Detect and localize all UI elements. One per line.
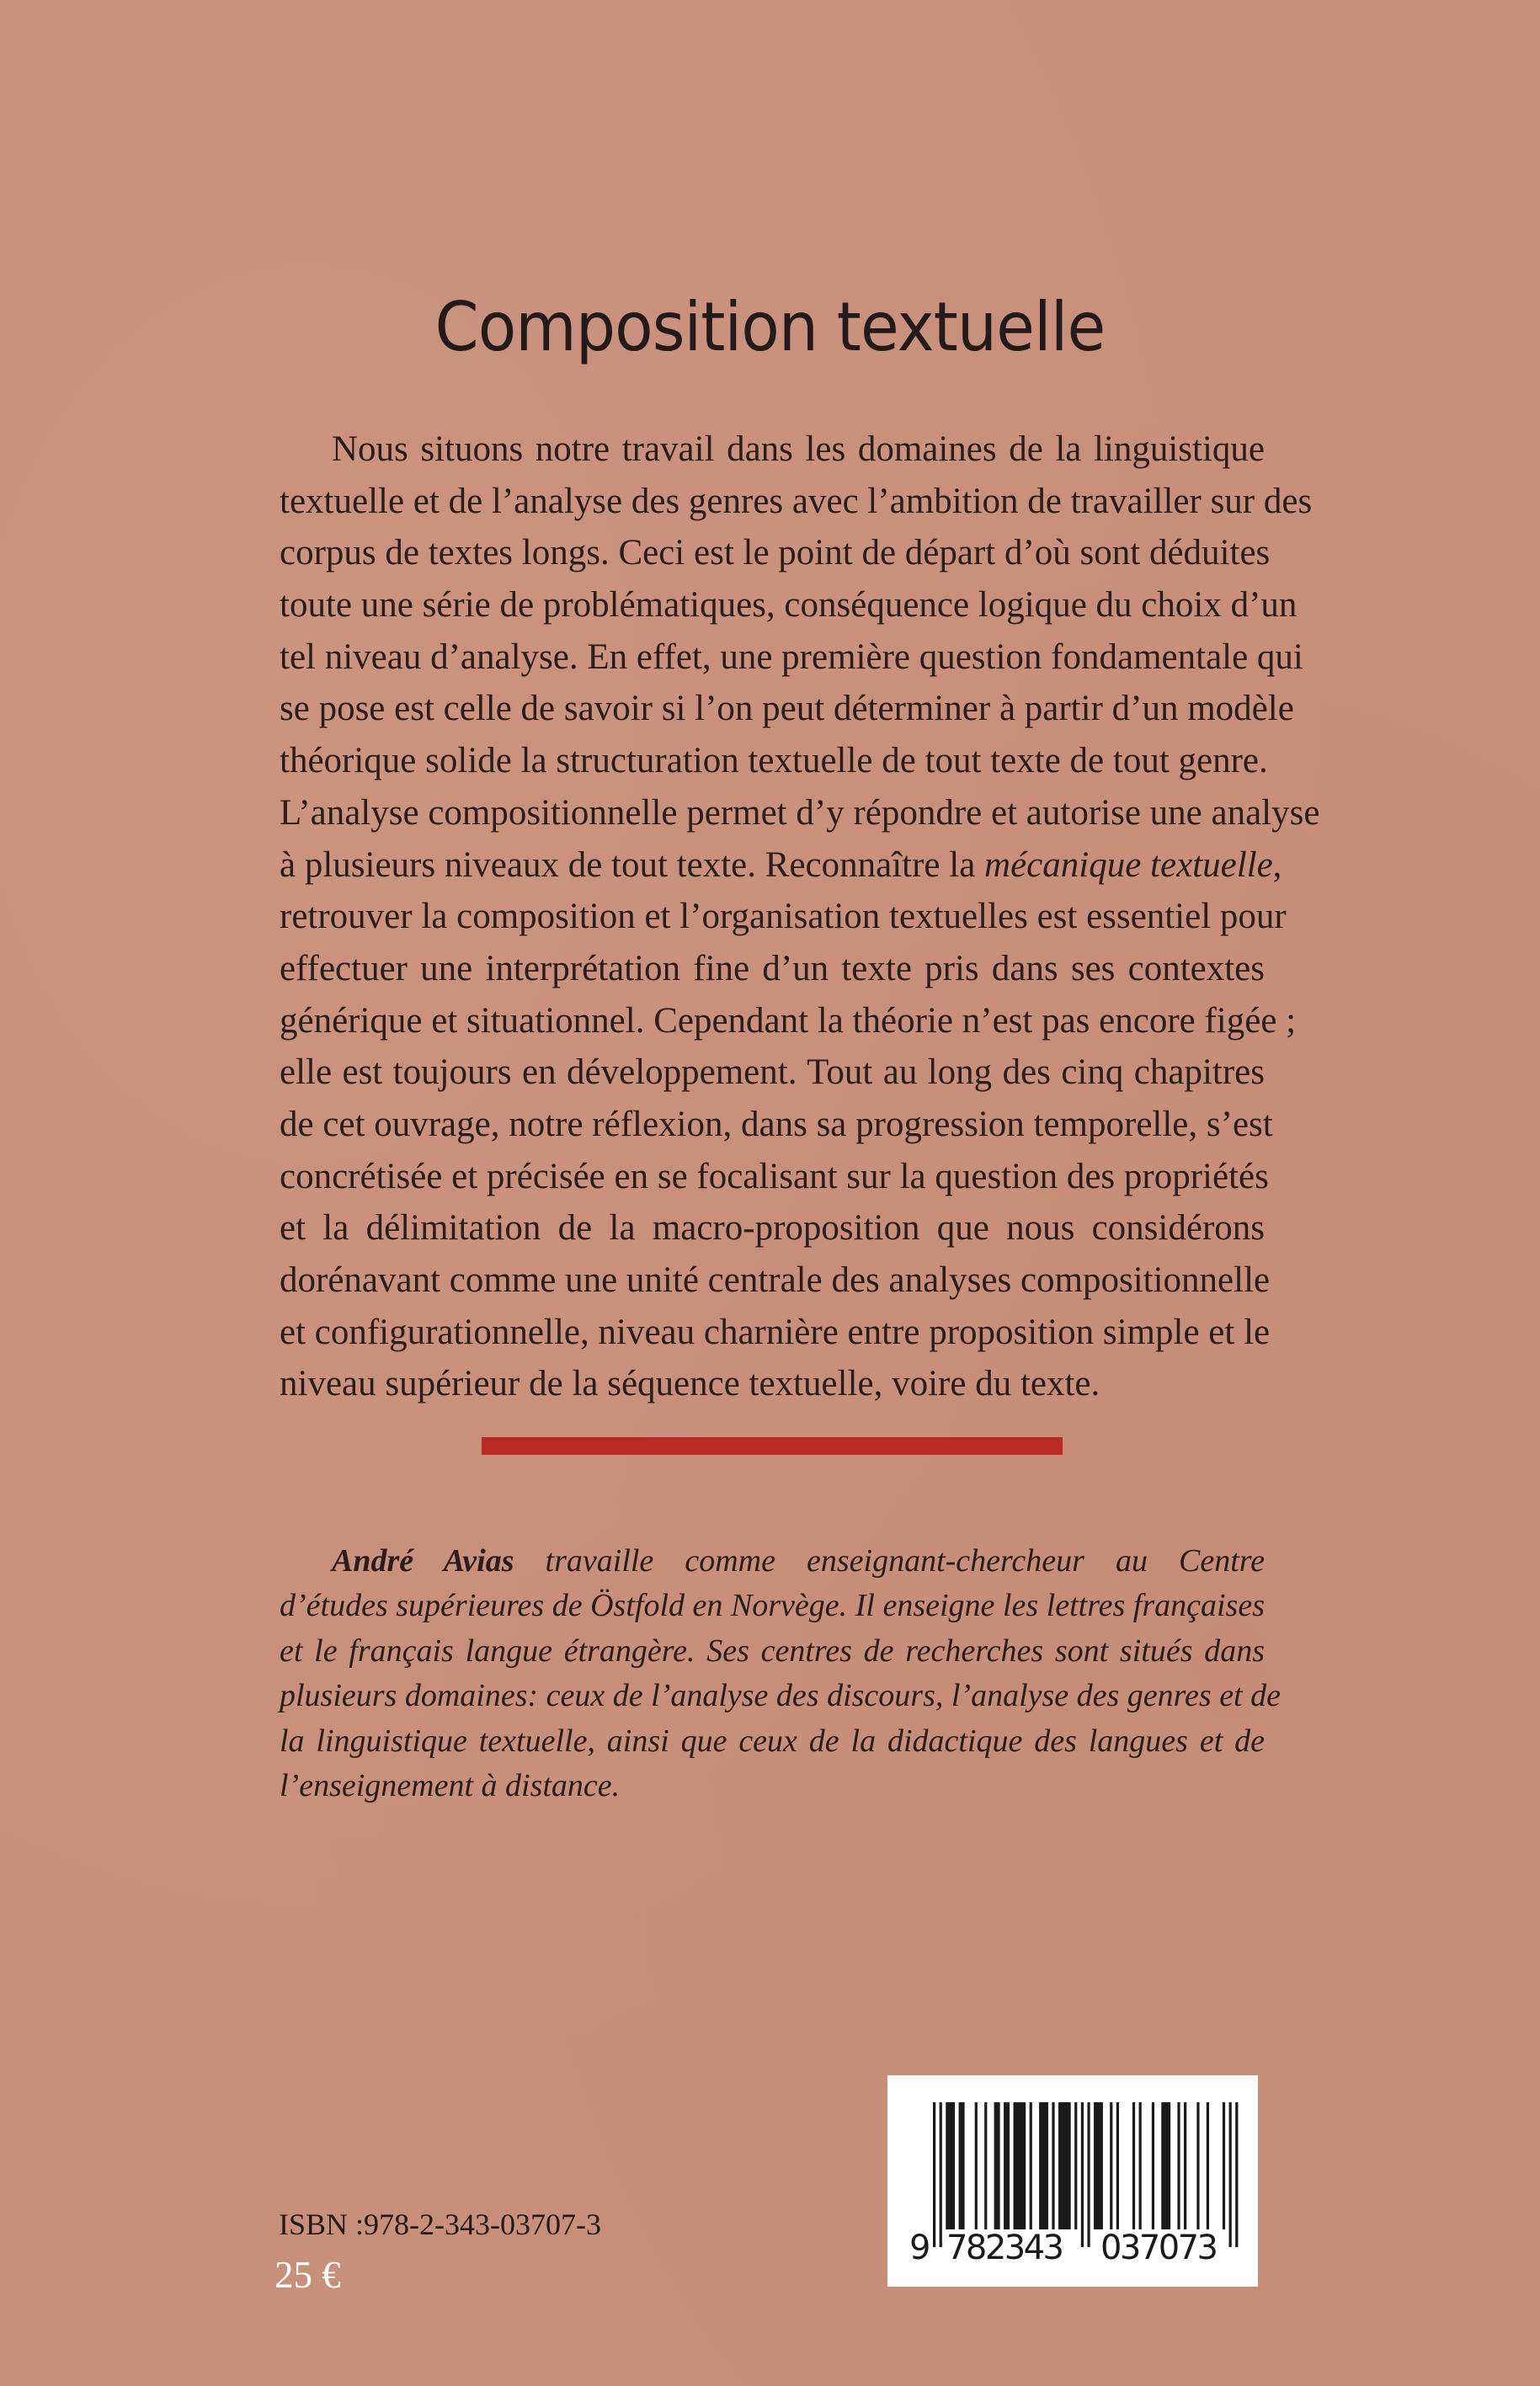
summary-paragraph (280, 423, 1320, 1410)
barcode (887, 2075, 1258, 2287)
summary-line: et configurationnelle, niveau charnière entre proposition simple et le (280, 1312, 1271, 1352)
red-divider (482, 1437, 1063, 1455)
summary-line: niveau supérieur de la séquence textuelle, voire du texte. (280, 1364, 1100, 1404)
barcode-bars (887, 2075, 1258, 2287)
summary-line: tel niveau d’analyse. En effet, une première question fondamentale qui (280, 636, 1303, 677)
summary-line: textuelle et de l’analyse des genres avec l’ambition de travailler sur des (280, 481, 1313, 521)
bio-line: plusieurs domaines: ceux de l’analyse des discours, l’analyse des genres et de (280, 1678, 1281, 1714)
barcode-left-digits: 782343 (946, 2229, 1064, 2267)
summary-line: concrétisée et précisée en se focalisant sur la question des propriétés (280, 1156, 1269, 1196)
bio-line: et le français langue étrangère. Ses centres de recherches sont situés dans (280, 1632, 1265, 1669)
barcode-right-digits: 037073 (1100, 2229, 1218, 2267)
summary-line: se pose est celle de savoir si l’on peut déterminer à partir d’un modèle (280, 689, 1294, 729)
summary-line: L’analyse compositionnelle permet d’y répondre et autorise une analyse (280, 792, 1320, 833)
summary-line: dorénavant comme une unité centrale des analyses compositionnelle (280, 1260, 1271, 1300)
summary-line: de cet ouvrage, notre réflexion, dans sa progression temporelle, s’est (280, 1104, 1273, 1144)
summary-line: corpus de textes longs. Ceci est le point de départ d’où sont déduites (280, 533, 1271, 573)
bio-line: la linguistique textuelle, ainsi que ceux de la didactique des langues et de (280, 1723, 1265, 1759)
summary-line: et la délimitation de la macro-proposition que nous considérons (280, 1208, 1265, 1249)
price-label: 25 € (274, 2254, 341, 2296)
italic-phrase: mécanique textuelle (984, 844, 1273, 885)
summary-line-text: à plusieurs niveaux de tout texte. Reconnaître la (280, 844, 976, 885)
summary-line: effectuer une interprétation fine d’un texte pris dans ses contextes (280, 948, 1265, 988)
summary-line: Nous situons notre travail dans les domaines de la linguistique (332, 429, 1265, 469)
author-name: André Avias (332, 1543, 514, 1579)
summary-line: théorique solide la structuration textuelle de tout texte de tout genre. (280, 741, 1268, 781)
bio-line (280, 1539, 1265, 1584)
isbn-label: ISBN :978-2-343-03707-3 (279, 2208, 601, 2241)
book-title: Composition textuelle (434, 287, 1106, 366)
bio-line: l’enseignement à distance. (280, 1767, 621, 1803)
summary-line: elle est toujours en développement. Tout au long des cinq chapitres (280, 1052, 1265, 1093)
barcode-first-digit: 9 (909, 2229, 931, 2267)
summary-line: générique et situationnel. Cependant la théorie n’est pas encore figée ; (280, 1000, 1297, 1041)
summary-line: retrouver la composition et l’organisation textuelles est essentiel pour (280, 897, 1287, 937)
bio-line-text: travaille comme enseignant-chercheur au Centre (545, 1543, 1265, 1579)
italic-suffix: , (1272, 844, 1282, 885)
author-bio (280, 1539, 1281, 1808)
bio-line: d’études supérieures de Östfold en Norvège. Il enseigne les lettres françaises (280, 1588, 1265, 1624)
summary-line: toute une série de problématiques, conséquence logique du choix d’un (280, 585, 1298, 626)
summary-line (280, 839, 1282, 892)
